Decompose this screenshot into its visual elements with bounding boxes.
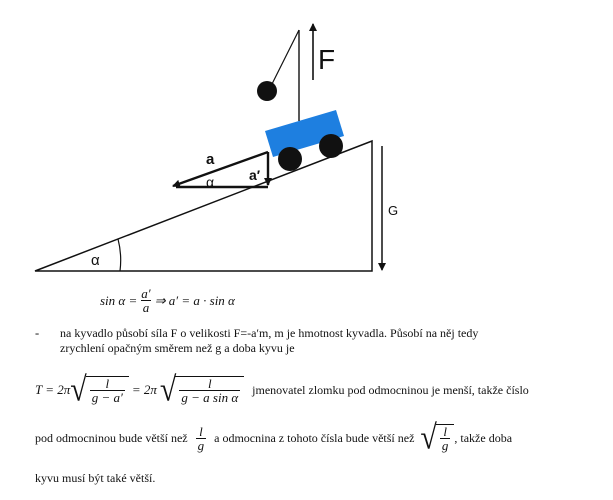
paragraph-line-2: zrychlení opačným směrem než g a doba kyvu je	[60, 341, 295, 355]
conclusion-line-2: kyvu musí být také větší.	[35, 471, 156, 485]
eq2-f2-den: g − a sin α	[181, 390, 239, 405]
concl-s-num: l	[443, 424, 447, 439]
alpha-small-label: α	[206, 174, 215, 190]
accel-label: a	[206, 151, 215, 168]
gravity-label: G	[388, 203, 399, 218]
concl-part2: a odmocnina z tohoto čísla bude větší než	[214, 430, 415, 445]
incline-plane	[35, 141, 372, 271]
eq2-eq: = 2π	[131, 382, 157, 397]
eq2-f1-num: l	[105, 376, 110, 391]
eq2-lhs: T = 2π	[35, 382, 71, 397]
concl-sqrt-fraction	[440, 425, 451, 452]
equation-period	[35, 370, 529, 409]
concl-f-den: g	[197, 437, 205, 453]
bullet-dash: -	[35, 326, 40, 340]
eq1-rhs: ⇒ a′ = a · sin α	[154, 292, 235, 308]
concl-part3: , takže doba	[454, 430, 513, 445]
conclusion-line-1	[35, 418, 513, 457]
cart-wheel-front	[319, 134, 343, 158]
eq2-sqrt-1: √ $\frac{l}{g - a'}$	[70, 375, 129, 405]
concl-sqrt: √ $\frac{l}{g}$	[420, 423, 454, 453]
pendulum-string	[270, 30, 299, 88]
eq2-sqrt-2: √ $\frac{l}{\text{g − a sin α}}$	[160, 375, 244, 405]
cart-wheel-rear	[278, 147, 302, 171]
eq1-lhs: sin α =	[100, 292, 138, 308]
eq2-fraction-2	[179, 377, 240, 404]
eq1-frac-num: a′	[141, 286, 151, 301]
force-label: F	[318, 44, 336, 75]
concl-fraction	[196, 425, 207, 452]
eq2-fraction-1	[90, 377, 125, 404]
eq2-tail: jmenovatel zlomku pod odmocninou je menší, takže číslo	[252, 382, 529, 397]
accel-prime-label: a′	[249, 167, 261, 183]
eq1-fraction	[139, 287, 152, 314]
base-angle-arc	[118, 239, 121, 271]
paragraph-line-1: na kyvadlo působí síla F o velikosti F=-a′m, m je hmotnost kyvadla. Působí na něj tedy	[60, 326, 479, 340]
equation-sin-alpha	[100, 287, 235, 314]
alpha-base-label: α	[91, 252, 100, 269]
eq2-f1-den: g − a′	[91, 390, 123, 405]
concl-part1: pod odmocninou bude větší než	[35, 430, 188, 445]
concl-s-den: g	[441, 438, 449, 453]
eq2-f2-num: l	[207, 376, 212, 391]
eq1-frac-den: a	[142, 300, 150, 315]
pendulum-bob	[257, 81, 277, 101]
concl-f-num: l	[199, 423, 203, 439]
